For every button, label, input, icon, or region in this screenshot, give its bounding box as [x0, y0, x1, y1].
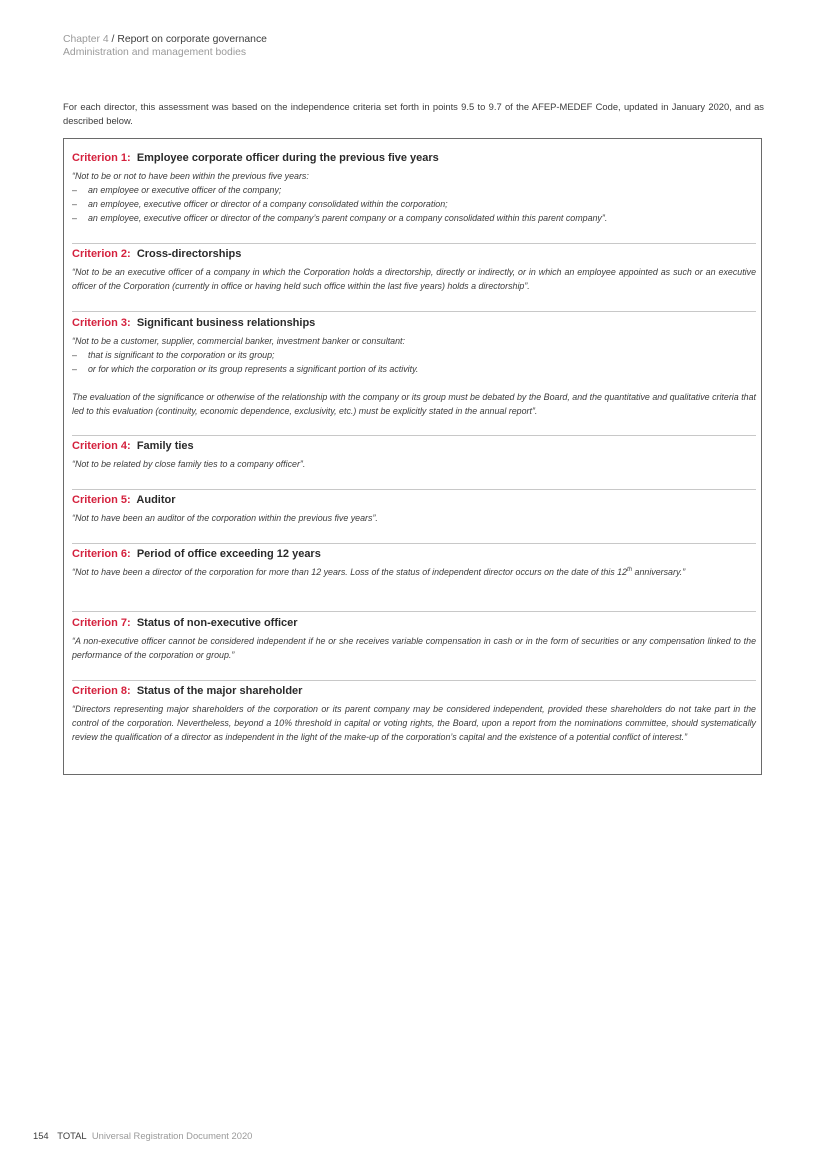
divider: [72, 489, 756, 490]
list-item: – or for which the corporation or its group represents a significant portion of its activity.: [72, 364, 419, 374]
criterion-heading: [72, 547, 756, 561]
criterion-number: Criterion 6:: [72, 548, 131, 560]
criterion-number: Criterion 8:: [72, 685, 131, 697]
divider: [72, 680, 756, 681]
criterion-heading: [72, 684, 756, 698]
page-number: 154: [33, 1130, 49, 1141]
criterion-text: “Not to be or not to have been within the previous five years:: [72, 171, 309, 181]
criterion-1: [72, 151, 756, 225]
criterion-body: [72, 634, 756, 662]
criterion-title: Auditor: [136, 494, 176, 506]
criterion-body: [72, 265, 756, 293]
criterion-number: Criterion 3:: [72, 317, 131, 329]
criterion-body: [72, 511, 756, 525]
criterion-text: The evaluation of the significance or otherwise of the relationship with the company or its group must be debated by the Board, and the quantitative and qualitative criteria that led to this evaluation (continuity, economic dependence, exclusivity, etc.) must be explicitly stated in the annual report”.: [72, 392, 756, 416]
criterion-text: “A non-executive officer cannot be considered independent if he or she receives variable compensation in cash or in the form of securities or any compensation linked to the performance of the corporation or group.”: [72, 636, 756, 660]
criterion-text: “Not to be a customer, supplier, commercial banker, investment banker or consultant:: [72, 336, 405, 346]
criterion-title: Employee corporate officer during the previous five years: [136, 152, 439, 164]
criterion-heading: [72, 493, 756, 507]
criterion-number: Criterion 5:: [72, 494, 131, 506]
criterion-body: [72, 565, 756, 579]
running-header: [63, 34, 267, 59]
dash-bullet: –: [72, 350, 77, 360]
criterion-8: [72, 684, 756, 744]
divider: [72, 611, 756, 612]
brand-name: TOTAL: [57, 1130, 87, 1141]
criterion-6: [72, 547, 756, 579]
criterion-3: [72, 316, 756, 418]
criterion-title: Period of office exceeding 12 years: [136, 548, 321, 560]
list-item: – that is significant to the corporation or its group;: [72, 350, 275, 360]
criterion-7: [72, 616, 756, 662]
criterion-number: Criterion 4:: [72, 440, 131, 452]
section-subtitle: Administration and management bodies: [63, 46, 247, 58]
criterion-2: [72, 247, 756, 293]
criterion-heading: [72, 616, 756, 630]
criterion-body: [72, 169, 756, 225]
criterion-4: [72, 439, 756, 471]
chapter-label: Chapter 4: [63, 34, 109, 45]
chapter-separator: /: [108, 34, 118, 45]
criterion-title: Status of non-executive officer: [136, 617, 298, 629]
divider: [72, 243, 756, 244]
document-title: Universal Registration Document 2020: [91, 1130, 253, 1141]
criterion-title: Significant business relationships: [136, 317, 316, 329]
criterion-heading: [72, 316, 756, 330]
criterion-title: Cross-directorships: [136, 248, 242, 260]
criterion-number: Criterion 7:: [72, 617, 131, 629]
dash-bullet: –: [72, 364, 77, 374]
list-item: – an employee or executive officer of the company;: [72, 185, 282, 195]
criterion-heading: [72, 247, 756, 261]
dash-bullet: –: [72, 213, 77, 223]
intro-paragraph: For each director, this assessment was based on the independence criteria set forth in points 9.5 to 9.7 of the AFEP-MEDEF Code, updated in January 2020, and as described below.: [63, 101, 764, 126]
divider: [72, 543, 756, 544]
criterion-text: “Not to be an executive officer of a company in which the Corporation holds a directorship, directly or indirectly, or in which an employee appointed as such or an executive officer of the Corporation (currently in office or having held such office within the last five years) holds a directorship”.: [72, 267, 756, 291]
dash-bullet: –: [72, 185, 77, 195]
criterion-heading: [72, 151, 756, 165]
criterion-number: Criterion 2:: [72, 248, 131, 260]
criterion-text: “Not to be related by close family ties to a company officer”.: [72, 459, 306, 469]
page-footer: [33, 1130, 252, 1142]
chapter-title: Report on corporate governance: [117, 34, 267, 45]
list-item: – an employee, executive officer or director of a company consolidated within the corporation;: [72, 199, 448, 209]
list-item: – an employee, executive officer or director of the company’s parent company or a company consolidated within this parent company”.: [72, 213, 608, 223]
criterion-number: Criterion 1:: [72, 152, 131, 164]
ordinal-suffix: th: [627, 567, 633, 574]
criterion-text: “Not to have been an auditor of the corporation within the previous five years”.: [72, 513, 378, 523]
divider: [72, 311, 756, 312]
criterion-body: [72, 702, 756, 744]
divider: [72, 435, 756, 436]
criterion-body: [72, 457, 756, 471]
criterion-body: [72, 334, 756, 418]
dash-bullet: –: [72, 199, 77, 209]
criterion-5: [72, 493, 756, 525]
criterion-text: “Not to have been a director of the corporation for more than 12 years. Loss of the status of independent director occurs on the date of this 12th anniversary.”: [72, 567, 686, 577]
criterion-heading: [72, 439, 756, 453]
criteria-box: [63, 138, 762, 775]
criterion-title: Status of the major shareholder: [136, 685, 303, 697]
criterion-text: “Directors representing major shareholders of the corporation or its parent company may be considered independent, provided these shareholders do not take part in the control of the corporation. Nevertheless, beyond a 10% threshold in capital or voting rights, the Board, upon a report from the nominations committee, should systematically review the qualification of a director as independent in the light of the make-up of the corporation’s capital and the existence of a potential conflict of interest.”: [72, 704, 756, 742]
criterion-title: Family ties: [136, 440, 194, 452]
